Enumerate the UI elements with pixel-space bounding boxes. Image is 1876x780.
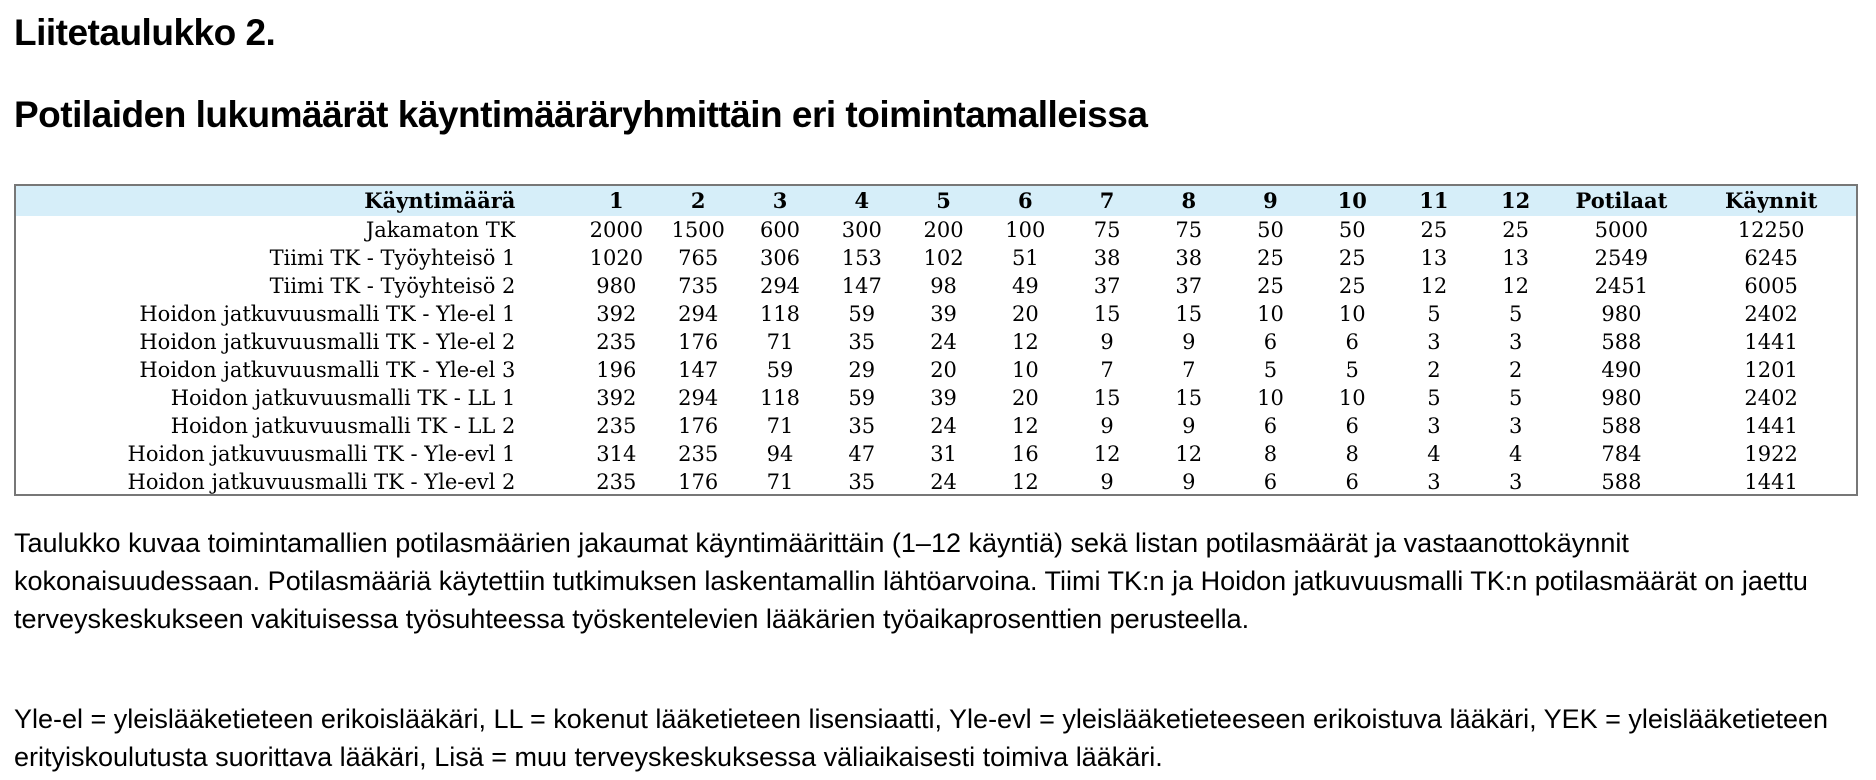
table-cell: 2 xyxy=(1427,358,1441,382)
table-cell: 6 xyxy=(1263,470,1278,494)
header-cell: 4 xyxy=(854,188,870,213)
table-cell: 3 xyxy=(1427,470,1441,494)
header-cell: Käynnit xyxy=(1725,188,1818,213)
table-cell: 235 xyxy=(678,442,719,466)
table-cell: 100 xyxy=(1005,218,1046,242)
table-cell: 6 xyxy=(1263,414,1278,438)
table-cell: 20 xyxy=(930,358,957,382)
table-cell: 118 xyxy=(759,386,801,410)
table-cell: 9 xyxy=(1100,470,1114,494)
table-cell: 13 xyxy=(1502,246,1529,270)
data-table-container xyxy=(14,184,1858,496)
table-cell: 6 xyxy=(1345,330,1359,354)
table-cell: 294 xyxy=(759,274,801,298)
table-cell: 490 xyxy=(1601,358,1642,382)
table-row xyxy=(16,384,1856,412)
table-cell: 25 xyxy=(1420,218,1448,242)
table-cell: 59 xyxy=(848,302,876,326)
table-cell: 5 xyxy=(1427,386,1441,410)
table-cell: 10 xyxy=(1011,358,1039,382)
table-row xyxy=(16,328,1856,356)
table-row xyxy=(16,272,1856,300)
table-cell: 176 xyxy=(678,330,719,354)
table-cell: 71 xyxy=(766,470,794,494)
table-cell: 12 xyxy=(1420,274,1448,298)
table-cell: 392 xyxy=(596,386,637,410)
table-cell: 38 xyxy=(1093,246,1121,270)
table-cell: 51 xyxy=(1011,246,1039,270)
table-cell: 200 xyxy=(923,218,964,242)
table-cell: 588 xyxy=(1601,470,1642,494)
table-cell: 35 xyxy=(848,330,876,354)
table-cell: 3 xyxy=(1508,470,1523,494)
table-cell: 10 xyxy=(1338,302,1366,326)
table-cell: 24 xyxy=(930,330,957,354)
table-cell: 176 xyxy=(678,414,719,438)
table-cell: 3 xyxy=(1508,414,1523,438)
table-header-row xyxy=(16,186,1856,216)
header-cell: 9 xyxy=(1263,188,1278,213)
table-cell: 1441 xyxy=(1744,330,1798,354)
table-cell: 5 xyxy=(1427,302,1441,326)
table-cell: 5 xyxy=(1345,358,1359,382)
row-label: Hoidon jatkuvuusmalli TK - Yle-el 1 xyxy=(139,302,516,326)
table-cell: 235 xyxy=(596,330,637,354)
table-cell: 24 xyxy=(930,414,957,438)
table-cell: 294 xyxy=(678,386,719,410)
table-cell: 24 xyxy=(930,470,957,494)
table-cell: 1201 xyxy=(1744,358,1798,382)
data-table xyxy=(16,186,1856,496)
table-cell: 20 xyxy=(1011,302,1039,326)
row-label: Hoidon jatkuvuusmalli TK - Yle-evl 2 xyxy=(127,470,516,494)
table-cell: 12 xyxy=(1175,442,1203,466)
table-cell: 25 xyxy=(1257,274,1284,298)
table-cell: 6 xyxy=(1263,330,1278,354)
table-cell: 980 xyxy=(1601,302,1642,326)
row-label: Tiimi TK - Työyhteisö 2 xyxy=(269,274,516,298)
header-cell: 8 xyxy=(1181,188,1197,213)
table-cell: 588 xyxy=(1601,330,1642,354)
row-label: Hoidon jatkuvuusmalli TK - Yle-el 3 xyxy=(139,358,516,382)
row-label: Tiimi TK - Työyhteisö 1 xyxy=(269,246,516,270)
table-cell: 153 xyxy=(841,246,882,270)
table-cell: 49 xyxy=(1011,274,1039,298)
table-cell: 4 xyxy=(1427,442,1441,466)
table-cell: 2 xyxy=(1508,358,1523,382)
table-cell: 1020 xyxy=(589,246,644,270)
table-cell: 980 xyxy=(596,274,637,298)
table-cell: 35 xyxy=(848,414,876,438)
table-row xyxy=(16,412,1856,440)
table-cell: 3 xyxy=(1427,414,1441,438)
table-cell: 25 xyxy=(1338,274,1366,298)
table-cell: 15 xyxy=(1093,302,1121,326)
table-cell: 8 xyxy=(1263,442,1278,466)
table-cell: 3 xyxy=(1427,330,1441,354)
header-cell: 12 xyxy=(1501,188,1531,213)
table-cell: 294 xyxy=(678,302,719,326)
header-cell: 5 xyxy=(936,188,951,213)
table-cell: 59 xyxy=(848,386,876,410)
header-cell: 6 xyxy=(1018,188,1033,213)
header-cell: 10 xyxy=(1337,188,1367,213)
table-cell: 71 xyxy=(766,330,794,354)
table-cell: 8 xyxy=(1345,442,1359,466)
header-cell: 2 xyxy=(690,188,706,213)
table-cell: 29 xyxy=(848,358,876,382)
table-cell: 98 xyxy=(930,274,957,298)
table-cell: 15 xyxy=(1093,386,1121,410)
header-cell: 3 xyxy=(772,188,788,213)
table-cell: 25 xyxy=(1338,246,1366,270)
table-cell: 5 xyxy=(1508,302,1523,326)
table-cell: 2000 xyxy=(589,218,644,242)
header-cell: Potilaat xyxy=(1575,188,1668,213)
table-cell: 35 xyxy=(848,470,876,494)
table-cell: 16 xyxy=(1011,442,1039,466)
table-cell: 50 xyxy=(1338,218,1366,242)
table-cell: 5000 xyxy=(1594,218,1649,242)
table-cell: 2451 xyxy=(1594,274,1649,298)
table-cell: 2402 xyxy=(1744,302,1798,326)
table-cell: 15 xyxy=(1175,302,1203,326)
table-cell: 39 xyxy=(930,386,957,410)
row-label: Hoidon jatkuvuusmalli TK - LL 1 xyxy=(170,386,516,410)
table-cell: 306 xyxy=(759,246,801,270)
table-cell: 12 xyxy=(1011,470,1039,494)
table-cell: 10 xyxy=(1338,386,1366,410)
table-cell: 147 xyxy=(678,358,719,382)
table-cell: 1441 xyxy=(1744,414,1798,438)
row-label: Hoidon jatkuvuusmalli TK - Yle-evl 1 xyxy=(127,442,516,466)
table-cell: 235 xyxy=(596,414,637,438)
row-label: Jakamaton TK xyxy=(365,218,516,242)
table-cell: 38 xyxy=(1175,246,1203,270)
table-cell: 300 xyxy=(841,218,882,242)
table-cell: 2402 xyxy=(1744,386,1798,410)
header-cell: 7 xyxy=(1099,188,1115,213)
table-cell: 71 xyxy=(766,414,794,438)
table-cell: 10 xyxy=(1257,386,1284,410)
table-cell: 75 xyxy=(1093,218,1121,242)
table-cell: 12 xyxy=(1011,414,1039,438)
description-paragraph: Taulukko kuvaa toimintamallien potilasmäärien jakaumat käyntimäärittäin (1–12 käyntiä) sekä listan potilasmäärät ja vastaanottokäynnit kokonaisuudessaan. Potilasmääriä käytettiin tutkimuksen laskentamallin lähtöarvoina. Tiimi TK:n ja Hoidon jatkuvuusmalli TK:n potilasmäärät on jaettu terveyskeskukseen vakituisessa työsuhteessa työskentelevien lääkärien työaikaprosenttien perusteella. xyxy=(14,528,1808,634)
row-label: Hoidon jatkuvuusmalli TK - Yle-el 2 xyxy=(139,330,516,354)
table-cell: 39 xyxy=(930,302,957,326)
table-cell: 59 xyxy=(766,358,794,382)
table-cell: 9 xyxy=(1182,414,1196,438)
table-cell: 9 xyxy=(1182,470,1196,494)
table-cell: 1441 xyxy=(1744,470,1798,494)
table-cell: 12 xyxy=(1093,442,1121,466)
table-cell: 980 xyxy=(1601,386,1642,410)
table-cell: 118 xyxy=(759,302,801,326)
header-cell: Käyntimäärä xyxy=(364,188,516,213)
table-row xyxy=(16,468,1856,496)
table-cell: 25 xyxy=(1257,246,1284,270)
table-cell: 47 xyxy=(848,442,876,466)
table-cell: 784 xyxy=(1601,442,1642,466)
header-cell: 11 xyxy=(1419,188,1449,213)
table-cell: 2549 xyxy=(1594,246,1649,270)
row-label: Hoidon jatkuvuusmalli TK - LL 2 xyxy=(170,414,516,438)
table-cell: 392 xyxy=(596,302,637,326)
table-cell: 6005 xyxy=(1744,274,1798,298)
table-cell: 5 xyxy=(1263,358,1278,382)
table-cell: 196 xyxy=(596,358,637,382)
table-cell: 7 xyxy=(1100,358,1114,382)
table-cell: 235 xyxy=(596,470,637,494)
table-cell: 9 xyxy=(1182,330,1196,354)
table-cell: 5 xyxy=(1508,386,1523,410)
table-cell: 9 xyxy=(1100,330,1114,354)
table-cell: 94 xyxy=(766,442,794,466)
table-cell: 4 xyxy=(1508,442,1523,466)
table-cell: 9 xyxy=(1100,414,1114,438)
table-cell: 20 xyxy=(1011,386,1039,410)
table-cell: 600 xyxy=(759,218,801,242)
table-row xyxy=(16,356,1856,384)
table-cell: 75 xyxy=(1175,218,1203,242)
table-cell: 12250 xyxy=(1737,218,1805,242)
table-row xyxy=(16,440,1856,468)
table-cell: 50 xyxy=(1257,218,1284,242)
table-title: Potilaiden lukumäärät käyntimääräryhmittäin eri toimintamalleissa xyxy=(14,94,1148,135)
table-cell: 314 xyxy=(596,442,637,466)
table-cell: 15 xyxy=(1175,386,1203,410)
table-cell: 176 xyxy=(678,470,719,494)
table-cell: 1500 xyxy=(671,218,725,242)
table-cell: 6245 xyxy=(1744,246,1798,270)
table-cell: 588 xyxy=(1601,414,1642,438)
table-cell: 37 xyxy=(1175,274,1203,298)
table-cell: 7 xyxy=(1182,358,1196,382)
table-cell: 147 xyxy=(841,274,882,298)
table-cell: 6 xyxy=(1345,414,1359,438)
table-cell: 10 xyxy=(1257,302,1284,326)
table-cell: 102 xyxy=(923,246,964,270)
table-cell: 31 xyxy=(930,442,957,466)
table-cell: 1922 xyxy=(1744,442,1798,466)
table-row xyxy=(16,300,1856,328)
appendix-title: Liitetaulukko 2. xyxy=(14,12,276,53)
table-cell: 37 xyxy=(1093,274,1121,298)
table-cell: 765 xyxy=(678,246,719,270)
table-body xyxy=(16,216,1856,496)
table-cell: 25 xyxy=(1502,218,1529,242)
table-cell: 13 xyxy=(1420,246,1448,270)
table-cell: 12 xyxy=(1502,274,1529,298)
header-cell: 1 xyxy=(609,188,624,213)
abbreviations-paragraph: Yle-el = yleislääketieteen erikoislääkäri, LL = kokenut lääketieteen lisensiaatti, Yle-evl = yleislääketieteeseen erikoistuva lääkäri, YEK = yleislääketieteen erityiskoulutusta suorittava lääkäri, Lisä = muu terveyskeskuksessa väliaikaisesti toimiva lääkäri. xyxy=(14,704,1829,772)
table-row xyxy=(16,216,1856,244)
table-cell: 3 xyxy=(1508,330,1523,354)
table-cell: 12 xyxy=(1011,330,1039,354)
table-cell: 6 xyxy=(1345,470,1359,494)
table-row xyxy=(16,244,1856,272)
table-cell: 735 xyxy=(678,274,719,298)
